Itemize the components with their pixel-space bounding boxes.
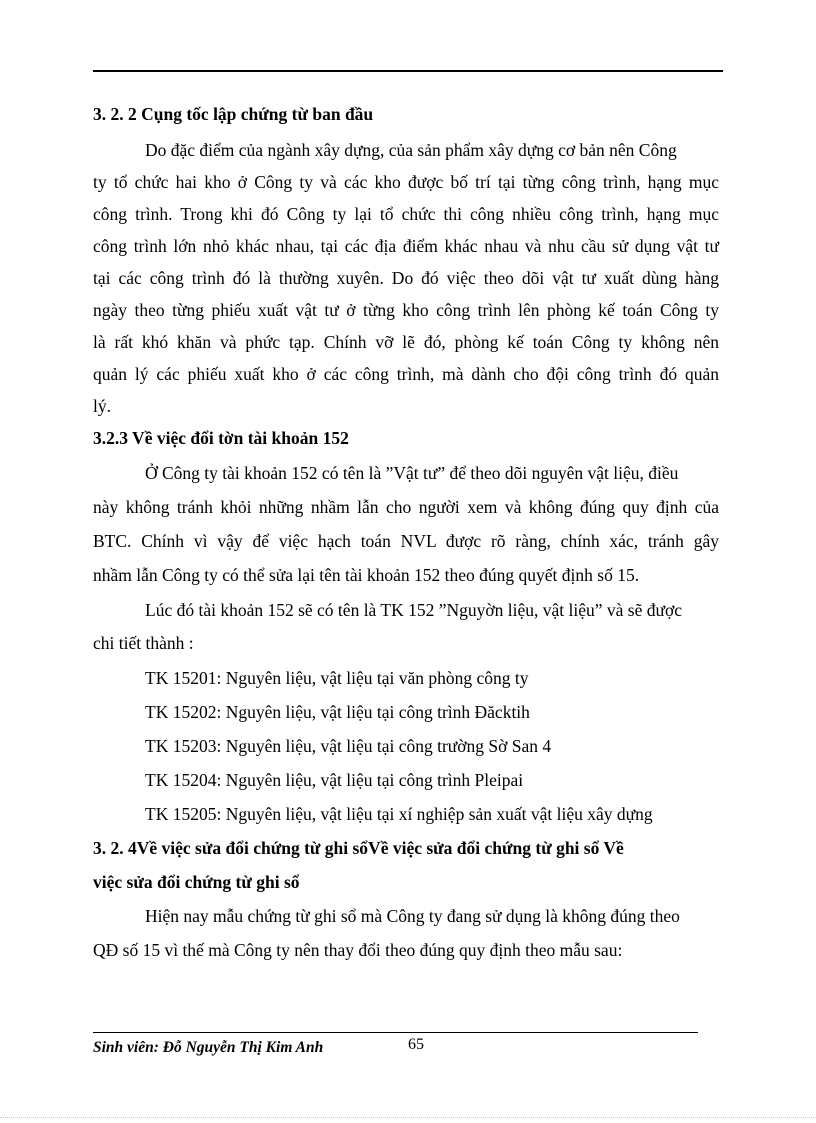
paragraph-line: BTC. Chính vì vậy để việc hạch toán NVL được rõ ràng, chính xác, tránh gây xyxy=(93,531,719,551)
paragraph-line: công trình lớn nhỏ khác nhau, tại các địa điểm khác nhau và nhu cầu sử dụng vật tư xyxy=(93,236,719,256)
paragraph-line: tại các công trình đó là thường xuyên. Do đó việc theo dõi vật tư xuất dùng hàng xyxy=(93,268,719,288)
paragraph-line: ngày theo từng phiếu xuất vật tư ở từng kho công trình lên phòng kế toán Công ty xyxy=(93,300,719,320)
page-number: 65 xyxy=(408,1036,424,1053)
page-edge xyxy=(0,1117,816,1118)
paragraph-line: Do đặc điểm của ngành xây dựng, của sản phẩm xây dựng cơ bản nên Công xyxy=(145,140,677,160)
account-item: TK 15201: Nguyên liệu, vật liệu tại văn phòng công ty xyxy=(145,668,529,688)
header-rule xyxy=(93,70,723,72)
account-item: TK 15203: Nguyên liệu, vật liệu tại công trường Sờ San 4 xyxy=(145,736,552,756)
account-item: TK 15205: Nguyên liệu, vật liệu tại xí nghiệp sản xuất vật liệu xây dựng xyxy=(145,804,653,824)
account-item: TK 15204: Nguyên liệu, vật liệu tại công trình Pleipai xyxy=(145,770,524,790)
paragraph-line: công trình. Trong khi đó Công ty lại tổ chức thi công nhiều công trình, hạng mục xyxy=(93,204,719,224)
section-heading-3-2-4-cont: việc sửa đổi chứng từ ghi sổ xyxy=(93,872,300,892)
footer-rule xyxy=(93,1032,698,1033)
paragraph-line: Hiện nay mẫu chứng từ ghi sổ mà Công ty đang sử dụng là không đúng theo xyxy=(145,906,680,926)
paragraph-line: lý. xyxy=(93,396,111,416)
section-heading-3-2-2: 3. 2. 2 Cụng tốc lập chứng từ ban đầu xyxy=(93,104,374,124)
paragraph-line: này không tránh khỏi những nhầm lẫn cho người xem và không đúng quy định của xyxy=(93,497,719,517)
paragraph-line: Lúc đó tài khoản 152 sẽ có tên là TK 152 ”Nguyờn liệu, vật liệu” và sẽ được xyxy=(145,600,682,620)
paragraph-line: ty tổ chức hai kho ở Công ty và các kho được bố trí tại từng công trình, hạng mục xyxy=(93,172,719,192)
section-heading-3-2-3: 3.2.3 Về việc đổi tờn tài khoản 152 xyxy=(93,428,349,448)
footer-student-name: Sinh viên: Đỗ Nguyễn Thị Kim Anh xyxy=(93,1039,324,1056)
paragraph-line: QĐ số 15 vì thế mà Công ty nên thay đổi theo đúng quy định theo mẫu sau: xyxy=(93,940,623,960)
paragraph-line: quản lý các phiếu xuất kho ở các công trình, mà dành cho đội công trình đó quản xyxy=(93,364,719,384)
paragraph-line: chi tiết thành : xyxy=(93,633,194,653)
section-heading-3-2-4: 3. 2. 4Về việc sửa đổi chứng từ ghi sổVề việc sửa đổi chứng từ ghi sổ Về xyxy=(93,838,624,858)
account-item: TK 15202: Nguyên liệu, vật liệu tại công trình Đăcktih xyxy=(145,702,530,722)
paragraph-line: là rất khó khăn và phức tạp. Chính vỡ lẽ đó, phòng kế toán Công ty không nên xyxy=(93,332,719,352)
paragraph-line: Ở Công ty tài khoản 152 có tên là ”Vật tư” để theo dõi nguyên vật liệu, điều xyxy=(145,463,679,483)
paragraph-line: nhầm lẫn Công ty có thể sửa lại tên tài khoản 152 theo đúng quyết định số 15. xyxy=(93,565,640,585)
